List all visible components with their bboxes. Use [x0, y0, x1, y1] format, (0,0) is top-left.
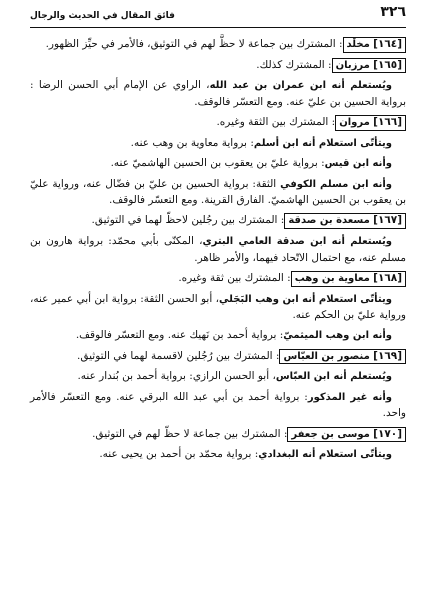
paragraph-lead: ويُستعلم أنه ابن العبّاس: [275, 371, 392, 383]
narrator-name: مخلَد: [346, 39, 370, 50]
paragraph-text: ، أبو الحسن الرازي: برواية أحمد بن بُندار عنه.: [77, 370, 276, 383]
paragraph: [30, 327, 406, 344]
paragraph-text: ، المكنّى بأبي محمّد: برواية هارون بن مسلم عنه، مع احتمال الاتّحاد فيهما، والأمر ظاهر.: [30, 235, 406, 264]
entry-text: : المشترك بين جماعة لا حظّ لهم في التوثيق.: [92, 427, 288, 440]
paragraph-text: ، أبو الحسن الثقة: برواية ابن أبي عمير عنه، ورواية عليّ بن الحكم عنه.: [30, 292, 406, 321]
entry-box: [279, 349, 406, 365]
entry-number: [١٦٦]: [373, 116, 402, 129]
entry-text: : المشترك بين رُجُلين لاقسمة لهما في التوثيق.: [77, 349, 280, 362]
paragraph: [30, 77, 406, 110]
entries: [30, 36, 406, 463]
entry-number: [١٦٧]: [373, 214, 402, 227]
paragraph-lead: ويُستعلم أنه ابن عمران بن عبد الله: [209, 80, 393, 92]
entry-166: [30, 114, 406, 131]
paragraph-lead: وأنه ابن وهب الميثميّ: [283, 330, 392, 342]
paragraph-lead: وأنه غير المذكور: [307, 391, 392, 403]
entry-text: : المشترك كذلك.: [256, 58, 332, 71]
entry-text: : المشترك بين رجُلين لاحظّ لهما في التوثيق.: [91, 214, 285, 227]
narrator-name: موسى بن جعفر: [291, 428, 370, 440]
entry-text: : المشترك بين جماعة لا حظَّ لهم في التوثيق، فالأمر في حيِّز الظهور.: [45, 38, 343, 50]
paragraph-text: : برواية عليّ بن يعقوب بن الحسين الهاشميّ عنه.: [110, 157, 325, 170]
entry-number: [١٧٠]: [373, 427, 402, 440]
paragraph-lead: ويتأتّى استعلام أنه البغدادي: [258, 449, 392, 461]
paragraph-text: الثقة: برواية الحسين بن عليّ بن فضّال عنه، ورواية عليّ بن يعقوب بن الحسين الهاشميّ. الفارق القرينة. ومع التعسّر فالوقف.: [30, 177, 406, 207]
paragraph-text: : برواية محمّد بن أحمد بن يحيى عنه.: [99, 448, 259, 461]
entry-box: [343, 37, 406, 53]
paragraph-text: : برواية أحمد بن نَهيك عنه. ومع التعسّر فالوقف.: [75, 329, 284, 342]
paragraph-lead: ويُستعلم أنه ابن صدقة العامي البتري: [202, 236, 392, 248]
paragraph-lead: وأنه ابن قيس: [324, 158, 392, 170]
paragraph-lead: ويتأتّى استعلام أنه ابن وهب البَجَلي: [219, 293, 392, 305]
entry-164: [30, 36, 406, 53]
paragraph: [30, 446, 406, 463]
paragraph: [30, 155, 406, 172]
narrator-name: مروان: [339, 117, 370, 129]
paragraph-text: : برواية معاوية بن وهب عنه.: [130, 136, 254, 149]
paragraph-text: ، الراوي عن الإمام أبي الحسن الرضا : برواية الحسين بن عليّ عنه. ومع التعسّر فالوقف.: [30, 79, 406, 108]
entry-165: [30, 57, 406, 74]
paragraph: [30, 135, 406, 152]
narrator-name: منصور بن العبّاس: [283, 350, 370, 362]
entry-box: [291, 271, 406, 287]
entry-text: : المشترك بين ثقة وغيره.: [178, 271, 291, 284]
paragraph: [30, 176, 406, 209]
entry-167: [30, 212, 406, 229]
paragraph: [30, 233, 406, 266]
paragraph: [30, 368, 406, 385]
entry-box: [332, 58, 406, 74]
entry-number: [١٦٨]: [373, 271, 402, 284]
paragraph-lead: ويتأتّى استعلام أنه ابن أسلم: [253, 137, 392, 149]
paragraph: [30, 389, 406, 422]
entry-170: [30, 426, 406, 443]
paragraph-lead: وأنه ابن مسلم الكوفي: [280, 178, 392, 190]
entry-number: [١٦٩]: [373, 349, 402, 362]
narrator-name: مرزبان: [335, 59, 370, 71]
narrator-name: مسعدة بن صدقة: [288, 215, 370, 227]
entry-box: [284, 213, 406, 229]
entry-box: [335, 115, 406, 131]
entry-number: [١٦٤]: [373, 38, 402, 50]
book-title: فائق المقال في الحديث والرجال: [30, 11, 175, 22]
paragraph-text: : برواية أحمد بن أبي عبد الله البرقي عنه. ومع التعسّر فالأمر واحد.: [30, 390, 406, 420]
header-rule: [30, 27, 406, 28]
entry-box: [287, 427, 406, 443]
narrator-name: معاوية بن وهب: [294, 272, 370, 284]
paragraph: [30, 291, 406, 324]
page-number: ٣٢٦: [380, 4, 406, 21]
page-header: [30, 0, 406, 27]
entry-169: [30, 348, 406, 365]
entry-168: [30, 270, 406, 287]
entry-number: [١٦٥]: [373, 58, 402, 71]
entry-text: : المشترك بين الثقة وغيره.: [216, 116, 336, 129]
